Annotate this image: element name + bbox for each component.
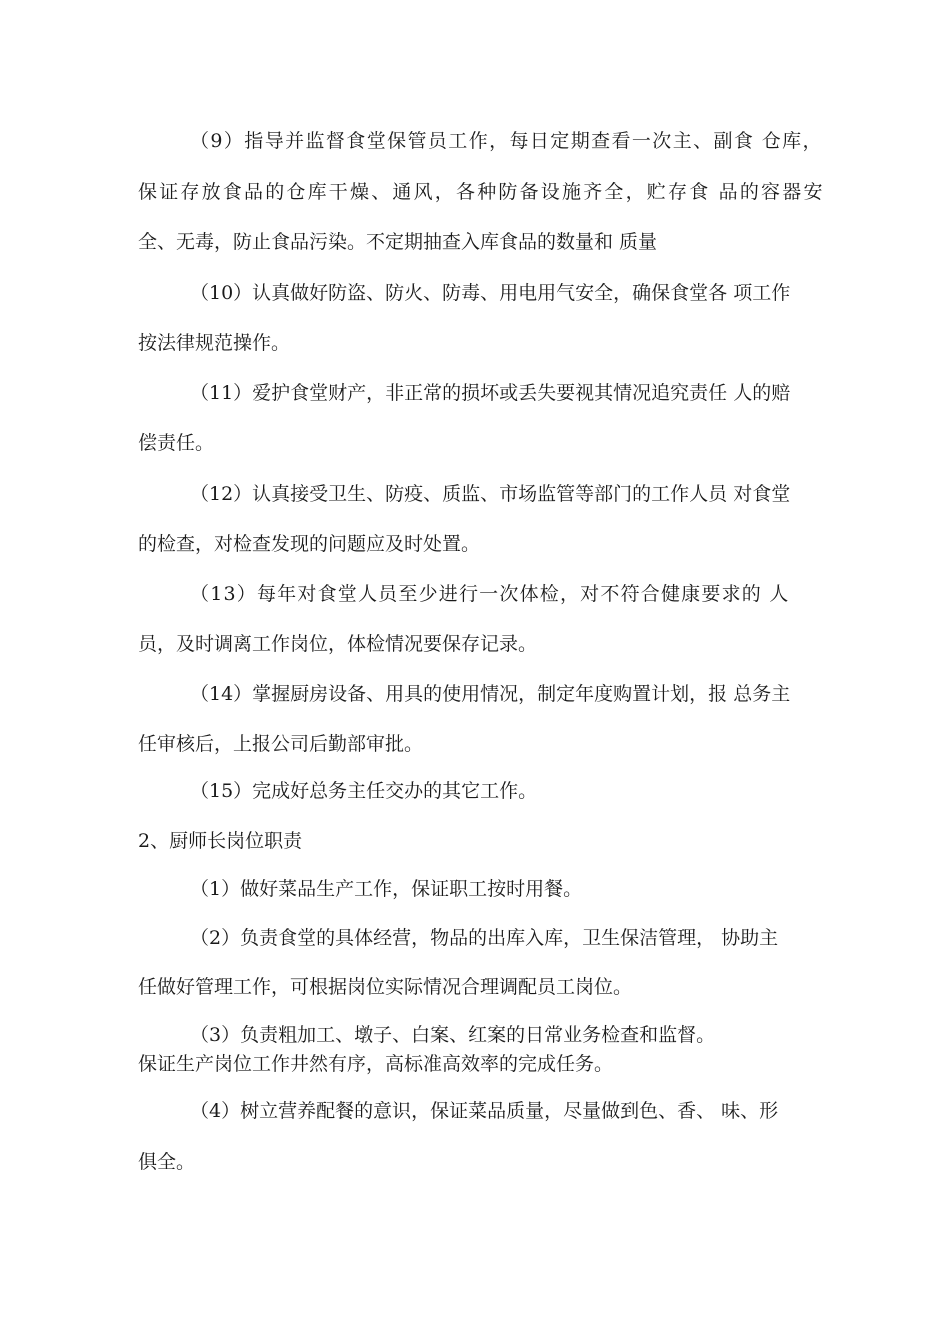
paragraph-item-11-line-1: （11）爱护食堂财产，非正常的损坏或丢失要视其情况追究责任 人的赔 (190, 382, 791, 404)
paragraph-item-13-line-1: （13）每年对食堂人员至少进行一次体检，对不符合健康要求的 人 (190, 583, 790, 605)
text-segment: 保证存放食品的仓库干燥、通风，各种防备设施齐全，贮存食 品的容器安 (138, 181, 825, 203)
paragraph-item-15-line-1: （15）完成好总务主任交办的其它工作。 (190, 780, 538, 802)
paragraph-item-11-line-2: 偿责任。 (138, 432, 215, 454)
paragraph-item-14-line-1: （14）掌握厨房设备、用具的使用情况，制定年度购置计划，报 总务主 (190, 683, 791, 705)
section-heading: 2、厨师长岗位职责 (138, 830, 303, 852)
paragraph-item-12-line-1: （12）认真接受卫生、防疫、质监、市场监管等部门的工作人员 对食堂 (190, 483, 791, 505)
paragraph-item-10-line-1: （10）认真做好防盗、防火、防毒、用电用气安全，确保食堂各 项工作 (190, 282, 791, 304)
paragraph-item-9-line-3: 全、无毒，防止食品污染。不定期抽查入库食品的数量和 质量 (138, 231, 658, 253)
paragraph-chef-item-2-line-1: （2）负责食堂的具体经营，物品的出库入库，卫生保洁管理， 协助主 (190, 927, 779, 949)
paragraph-chef-item-2-line-2: 任做好管理工作，可根据岗位实际情况合理调配员工岗位。 (138, 976, 633, 998)
paragraph-chef-item-4-line-2: 俱全。 (138, 1151, 196, 1173)
paragraph-chef-item-1-line-1: （1）做好菜品生产工作，保证职工按时用餐。 (190, 878, 583, 900)
paragraph-item-14-line-2: 任审核后，上报公司后勤部审批。 (138, 733, 424, 755)
paragraph-chef-item-4-line-1: （4）树立营养配餐的意识，保证菜品质量，尽量做到色、香、 味、形 (190, 1100, 779, 1122)
paragraph-item-9-line-1 (190, 129, 826, 153)
paragraph-item-12-line-2: 的检查，对检查发现的问题应及时处置。 (138, 533, 481, 555)
paragraph-item-10-line-2: 按法律规范操作。 (138, 332, 291, 354)
paragraph-chef-item-3-line-2: 保证生产岗位工作井然有序，高标准高效率的完成任务。 (138, 1053, 614, 1075)
paragraph-item-9-line-2 (138, 180, 826, 204)
paragraph-item-13-line-2: 员，及时调离工作岗位，体检情况要保存记录。 (138, 633, 538, 655)
text-segment: （9）指导并监督食堂保管员工作，每日定期查看一次主、副食 仓库， (190, 130, 823, 152)
paragraph-chef-item-3-line-1: （3）负责粗加工、墩子、白案、红案的日常业务检查和监督。 (190, 1024, 716, 1046)
